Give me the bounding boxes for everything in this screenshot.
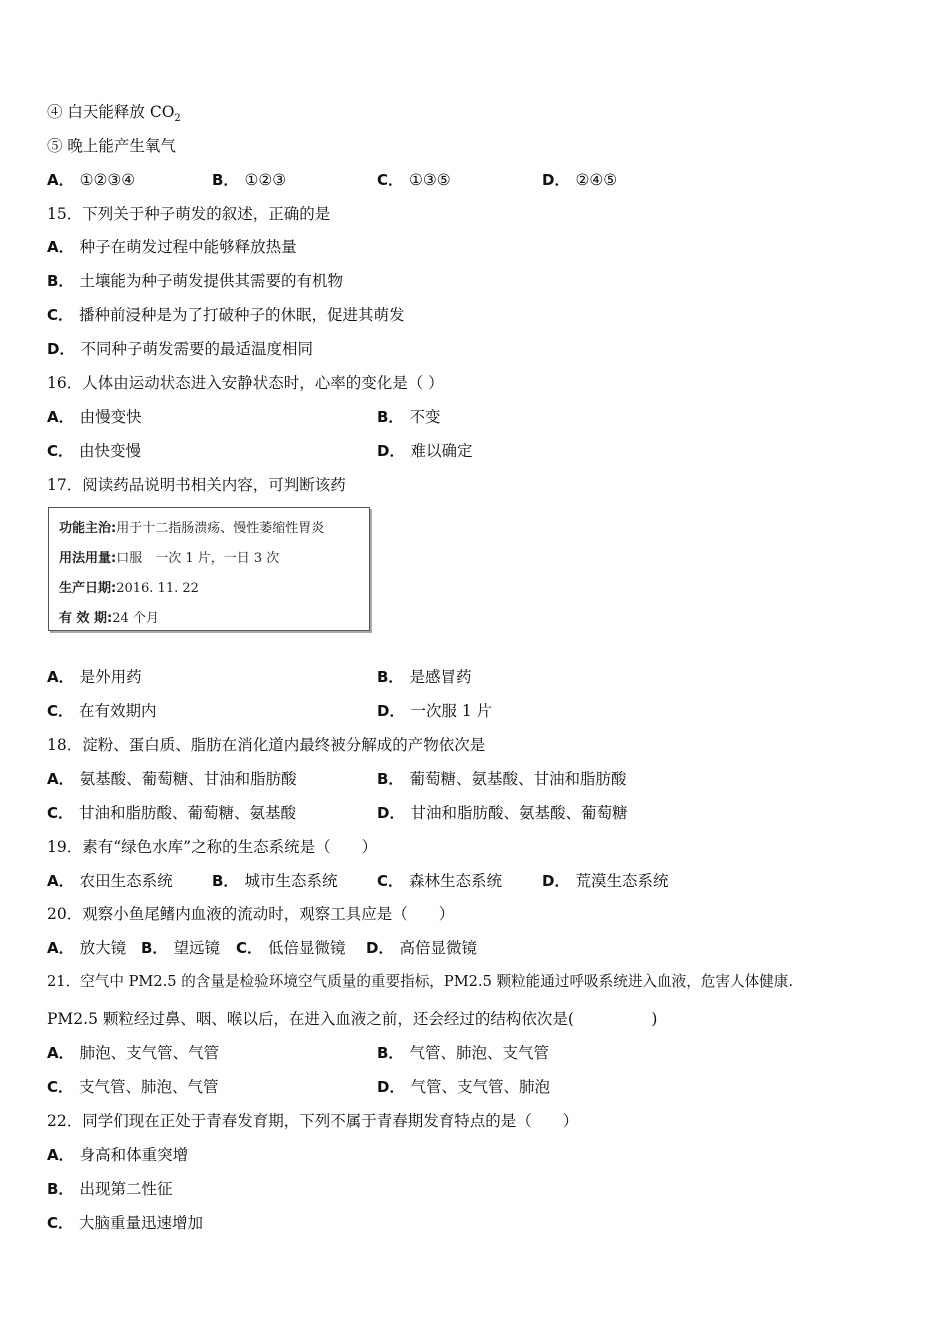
q20-option-a[interactable]: A． 放大镜	[47, 939, 127, 957]
q14-option-c[interactable]: C． ①③⑤	[377, 171, 451, 189]
q14-item-4-text: ④ 白天能释放 CO	[47, 103, 175, 121]
q21-option-d[interactable]: D． 气管、支气管、肺泡	[377, 1078, 550, 1096]
drug-label-box	[48, 507, 370, 631]
q15-option-b[interactable]: B． 土壤能为种子萌发提供其需要的有机物	[47, 272, 343, 290]
q14-item-4	[47, 102, 181, 129]
q17-stem: 17．阅读药品说明书相关内容，可判断该药	[47, 476, 346, 494]
co2-subscript: 2	[174, 113, 181, 125]
q15-option-c[interactable]: C． 播种前浸种是为了打破种子的休眠，促进其萌发	[47, 306, 405, 324]
q21-stem-line-2: PM2.5 颗粒经过鼻、咽、喉以后，在进入血液之前，还会经过的结构依次是( )	[47, 1010, 658, 1028]
q22-option-c[interactable]: C． 大脑重量迅速增加	[47, 1214, 204, 1232]
q21-option-b[interactable]: B． 气管、肺泡、支气管	[377, 1044, 549, 1062]
q14-option-b[interactable]: B． ①②③	[212, 171, 287, 189]
q17-option-a[interactable]: A． 是外用药	[47, 668, 142, 686]
q16-option-a[interactable]: A． 由慢变快	[47, 408, 142, 426]
q17-option-d[interactable]: D． 一次服 1 片	[377, 702, 493, 720]
q20-option-d[interactable]: D． 高倍显微镜	[366, 939, 477, 957]
drug-label-row: 有 效 期:24 个月	[59, 611, 159, 626]
drug-label-row: 生产日期:2016. 11. 22	[59, 581, 199, 596]
q18-option-b[interactable]: B． 葡萄糖、氨基酸、甘油和脂肪酸	[377, 770, 627, 788]
q18-option-c[interactable]: C． 甘油和脂肪酸、葡萄糖、氨基酸	[47, 804, 297, 822]
q16-option-b[interactable]: B． 不变	[377, 408, 441, 426]
q16-option-d[interactable]: D． 难以确定	[377, 442, 473, 460]
q22-option-a[interactable]: A． 身高和体重突增	[47, 1146, 189, 1164]
q21-option-a[interactable]: A． 肺泡、支气管、气管	[47, 1044, 220, 1062]
q18-stem: 18．淀粉、蛋白质、脂肪在消化道内最终被分解成的产物依次是	[47, 736, 486, 754]
q18-option-a[interactable]: A． 氨基酸、葡萄糖、甘油和脂肪酸	[47, 770, 297, 788]
q21-option-c[interactable]: C． 支气管、肺泡、气管	[47, 1078, 219, 1096]
q21-stem-line-1: 21．空气中 PM2.5 的含量是检验环境空气质量的重要指标，PM2.5 颗粒能通过呼吸系统进入血液，危害人体健康.	[47, 973, 794, 990]
q19-stem: 19．素有“绿色水库”之称的生态系统是（ ）	[47, 838, 378, 856]
q16-option-c[interactable]: C． 由快变慢	[47, 442, 142, 460]
drug-label-row: 用法用量:口服 一次 1 片，一日 3 次	[59, 551, 280, 566]
q16-stem: 16．人体由运动状态进入安静状态时，心率的变化是（ ）	[47, 374, 444, 392]
q15-stem: 15．下列关于种子萌发的叙述，正确的是	[47, 205, 331, 223]
drug-label-row: 功能主治:用于十二指肠溃疡、慢性萎缩性胃炎	[59, 521, 325, 536]
q17-option-c[interactable]: C． 在有效期内	[47, 702, 157, 720]
q20-option-b[interactable]: B． 望远镜	[141, 939, 220, 957]
q15-option-d[interactable]: D． 不同种子萌发需要的最适温度相同	[47, 340, 313, 358]
q19-option-d[interactable]: D． 荒漠生态系统	[542, 872, 669, 890]
q14-option-d[interactable]: D． ②④⑤	[542, 171, 618, 189]
q15-option-a[interactable]: A． 种子在萌发过程中能够释放热量	[47, 238, 297, 256]
q17-option-b[interactable]: B． 是感冒药	[377, 668, 472, 686]
q19-option-b[interactable]: B． 城市生态系统	[212, 872, 338, 890]
q20-stem: 20．观察小鱼尾鳍内血液的流动时，观察工具应是（ ）	[47, 905, 455, 923]
q18-option-d[interactable]: D． 甘油和脂肪酸、氨基酸、葡萄糖	[377, 804, 628, 822]
q22-option-b[interactable]: B． 出现第二性征	[47, 1180, 173, 1198]
q19-option-c[interactable]: C． 森林生态系统	[377, 872, 503, 890]
q22-stem: 22．同学们现在正处于青春发育期，下列不属于青春期发育特点的是（ ）	[47, 1112, 579, 1130]
q20-option-c[interactable]: C． 低倍显微镜	[236, 939, 346, 957]
q14-option-a[interactable]: A． ①②③④	[47, 171, 136, 189]
q14-item-5: ⑤ 晚上能产生氧气	[47, 137, 176, 155]
q19-option-a[interactable]: A． 农田生态系统	[47, 872, 173, 890]
